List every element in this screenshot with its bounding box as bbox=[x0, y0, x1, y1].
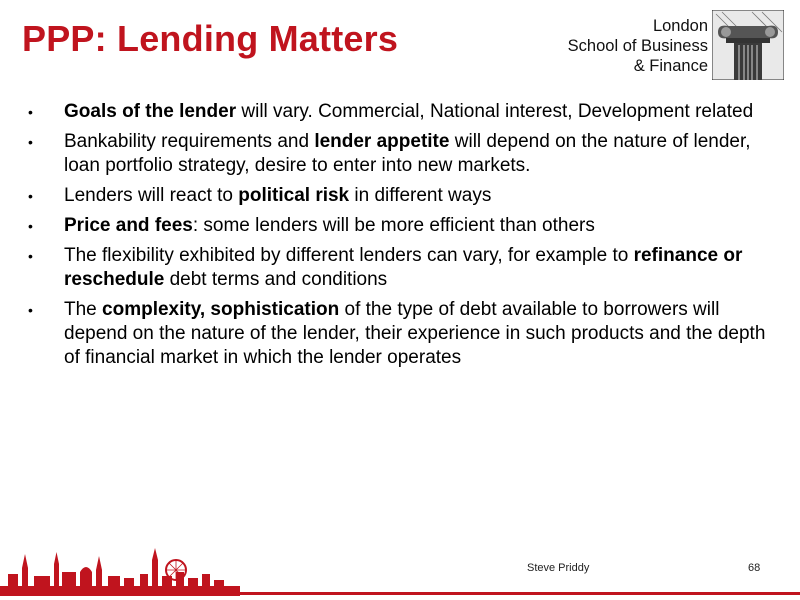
bullet-text: : some lenders will be more efficient than others bbox=[192, 215, 595, 236]
bullet-text: of the type of debt available to borrowers will depend on the nature of the lender, their experience in such products and the depth of financial market in which the lender operates bbox=[64, 299, 766, 368]
bullet-item bbox=[24, 214, 780, 238]
bullet-text: in different ways bbox=[349, 185, 492, 206]
bullet-item bbox=[24, 298, 780, 370]
bullet-emphasis: political risk bbox=[238, 185, 350, 206]
school-logo bbox=[562, 10, 788, 80]
bullet-emphasis: lender appetite bbox=[314, 131, 450, 152]
bullet-dot: • bbox=[28, 134, 33, 150]
bullet-emphasis: Goals of the lender bbox=[64, 101, 237, 122]
footer-divider bbox=[0, 592, 800, 595]
bullet-text: Bankability requirements and bbox=[64, 131, 315, 152]
london-skyline-icon bbox=[0, 540, 240, 596]
bullet-emphasis: refinance or reschedule bbox=[64, 245, 743, 290]
bullet-list bbox=[24, 100, 780, 376]
slide-number: 68 bbox=[748, 562, 761, 574]
logo-text bbox=[562, 16, 708, 76]
bullet-emphasis: complexity, sophistication bbox=[102, 299, 340, 320]
bullet-text: will vary. Commercial, National interest, Development related bbox=[236, 101, 754, 122]
bullet-dot: • bbox=[28, 302, 33, 318]
bullet-text: will depend on the nature of lender, loan portfolio strategy, desire to enter into new markets. bbox=[64, 131, 751, 176]
bullet-text: The flexibility exhibited by different lenders can vary, for example to bbox=[64, 245, 634, 266]
bullet-text: Lenders will react to bbox=[64, 185, 239, 206]
bullet-item bbox=[24, 100, 780, 124]
logo-line-3: & Finance bbox=[633, 57, 708, 75]
bullet-dot: • bbox=[28, 218, 33, 234]
logo-line-2: School of Business bbox=[567, 37, 708, 55]
bullet-item bbox=[24, 130, 780, 178]
bullet-text: debt terms and conditions bbox=[164, 269, 388, 290]
bullet-dot: • bbox=[28, 248, 33, 264]
bullet-dot: • bbox=[28, 104, 33, 120]
bullet-text: The bbox=[64, 299, 103, 320]
bullet-emphasis: Price and fees bbox=[64, 215, 193, 236]
column-capital-icon bbox=[712, 10, 784, 80]
bullet-dot: • bbox=[28, 188, 33, 204]
logo-line-1: London bbox=[652, 17, 708, 35]
bullet-item bbox=[24, 184, 780, 208]
bullet-item bbox=[24, 244, 780, 292]
footer-author: Steve Priddy bbox=[527, 562, 590, 574]
slide-title: PPP: Lending Matters bbox=[22, 18, 399, 59]
